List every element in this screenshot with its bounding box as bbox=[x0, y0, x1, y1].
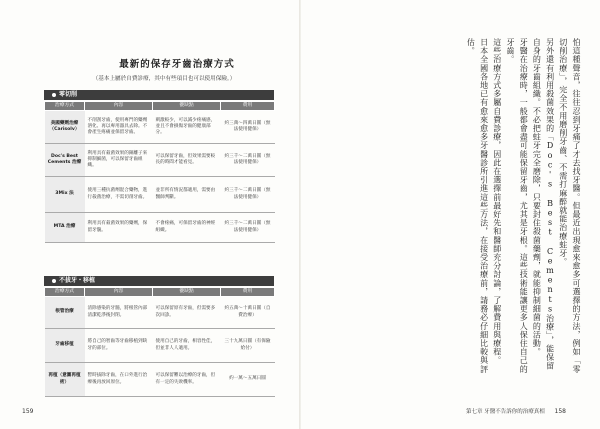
table-row bbox=[45, 144, 275, 177]
treatment-table-no-extraction bbox=[44, 287, 275, 397]
column-header: 費用 bbox=[221, 288, 275, 297]
treatment-cost: 約三萬～四萬日圓（無法使用健保） bbox=[221, 111, 275, 144]
treatment-pros-cons: 刺激較少，可以減少疼痛感，並且不會損傷牙齒的健康部分。 bbox=[153, 111, 221, 144]
treatment-pros-cons: 並非所有情況都適用，需要由醫師判斷。 bbox=[153, 177, 221, 213]
column-header: 內容 bbox=[85, 288, 153, 297]
treatment-name: 3Mix 法 bbox=[45, 177, 85, 213]
treatment-cost: 約一萬～五萬日圓 bbox=[221, 363, 275, 397]
treatment-cost: 三十九萬日圓（有保險給付） bbox=[221, 329, 275, 363]
treatment-content: 利用具有殺菌效果的銅離子來抑制細菌，可以保留牙齒組織。 bbox=[85, 144, 153, 177]
treatment-table-zero-cutting bbox=[44, 101, 275, 243]
right-page bbox=[301, 0, 600, 429]
column-header: 費用 bbox=[221, 102, 275, 111]
treatment-content: 暫時拔除牙齒，在口外進行治療後再放回原位。 bbox=[85, 363, 153, 397]
column-header: 內容 bbox=[85, 102, 153, 111]
section-header-no-extraction: 不拔牙・移植 bbox=[44, 276, 274, 286]
body-paragraph: 怕這種聲音，往往忍到牙痛了才去找牙醫。但最近出現愈來愈多可選擇的方法，例如「零切削治療」，完全不用磨削牙齒、不需打麻醉就能治療蛀牙。 bbox=[558, 38, 581, 374]
page-number-left: 159 bbox=[22, 408, 34, 415]
table-header-row bbox=[45, 102, 275, 111]
column-header: 治療方式 bbox=[45, 288, 85, 297]
treatment-name: Doc's Best Cements 治療 bbox=[45, 144, 85, 177]
treatment-content: 利用具有殺菌效果的藥劑，保留牙髓。 bbox=[85, 213, 153, 243]
treatment-pros-cons: 可以保留難以治療的牙齒，但有一定的失敗機率。 bbox=[153, 363, 221, 397]
column-header: 優缺點 bbox=[153, 288, 221, 297]
title-note: （基本上屬於自費診療，其中有些項目也可以使用保險。） bbox=[92, 76, 236, 82]
page-title: 最新的保存牙齒治療方式 bbox=[119, 59, 235, 70]
treatment-cost: 約三千～二萬日圓（無法使用健保） bbox=[221, 213, 275, 243]
table-row bbox=[45, 177, 275, 213]
column-header: 優缺點 bbox=[153, 102, 221, 111]
treatment-cost: 約三千～二萬日圓（無法使用健保） bbox=[221, 177, 275, 213]
body-paragraph: 牙醫在治療時，一般都會盡可能保留牙齒，尤其是牙根。這些技術能讓更多人保住自己的牙齒。 bbox=[505, 38, 529, 374]
treatment-name: 美國藥劑治療（Carisolv） bbox=[45, 111, 85, 144]
running-head: 第七章 牙醫不告訴你的治療真相 158 bbox=[466, 408, 566, 415]
treatment-name: 牙齒移植 bbox=[45, 329, 85, 363]
treatment-content: 將自己的智齒等牙齒移植到缺牙的部位。 bbox=[85, 329, 153, 363]
column-header: 治療方式 bbox=[45, 102, 85, 111]
body-paragraph: 日本全國各地已有愈來愈多牙醫診所引進這些方法，在接受治療前，請務必仔細比較與評估。 bbox=[466, 38, 489, 374]
treatment-pros-cons: 可以保留牙齒，但效果需要較長的時間才能看見。 bbox=[153, 144, 221, 177]
table-header-row bbox=[45, 288, 275, 297]
table-row bbox=[45, 363, 275, 397]
bullet-icon bbox=[52, 93, 56, 97]
treatment-name: 根管治療 bbox=[45, 297, 85, 329]
table-row bbox=[45, 111, 275, 144]
body-paragraph: 另外還有利用殺菌效果的「Doc's Best Cements治療」，能保留自身的牙齒組織。不必把蛀牙完全磨除，只要封住殺菌藥劑，就能抑制細菌的活動。 bbox=[532, 38, 555, 371]
page-number-right: 158 bbox=[554, 408, 566, 415]
vertical-body-text bbox=[331, 38, 583, 378]
treatment-pros-cons: 使用自己的牙齒，相容性佳，但並非人人適用。 bbox=[153, 329, 221, 363]
table-row bbox=[45, 213, 275, 243]
left-page bbox=[0, 0, 299, 429]
treatment-name: MTA 治療 bbox=[45, 213, 85, 243]
treatment-name: 再植（意圖再植術） bbox=[45, 363, 85, 397]
treatment-pros-cons: 可以保留原有牙齒，但需要多次回診。 bbox=[153, 297, 221, 329]
table-row bbox=[45, 297, 275, 329]
treatment-pros-cons: 不會疼痛，可保留牙齒的神經組織。 bbox=[153, 213, 221, 243]
treatment-content: 不削刮牙齒，使用專門的藥劑溶化、再以專用器具去除。不會產生疼痛並保留牙齒。 bbox=[85, 111, 153, 144]
treatment-content: 使用三種抗菌劑混合藥物，進行殺菌治療，不需切削牙齒。 bbox=[85, 177, 153, 213]
table-row bbox=[45, 329, 275, 363]
treatment-cost: 約五萬～十萬日圓（自費治療） bbox=[221, 297, 275, 329]
body-paragraph: 這些治療方式多屬自費診療，因此在選擇前最好先和醫師充分討論，了解費用與療程。 bbox=[492, 38, 502, 365]
section-header-zero-cutting: 零切削 bbox=[44, 90, 274, 100]
treatment-content: 清除感染的牙髓，將根管內部清潔乾淨後封閉。 bbox=[85, 297, 153, 329]
bullet-icon bbox=[52, 279, 56, 283]
treatment-cost: 約三千～二萬日圓（無法使用健保） bbox=[221, 144, 275, 177]
